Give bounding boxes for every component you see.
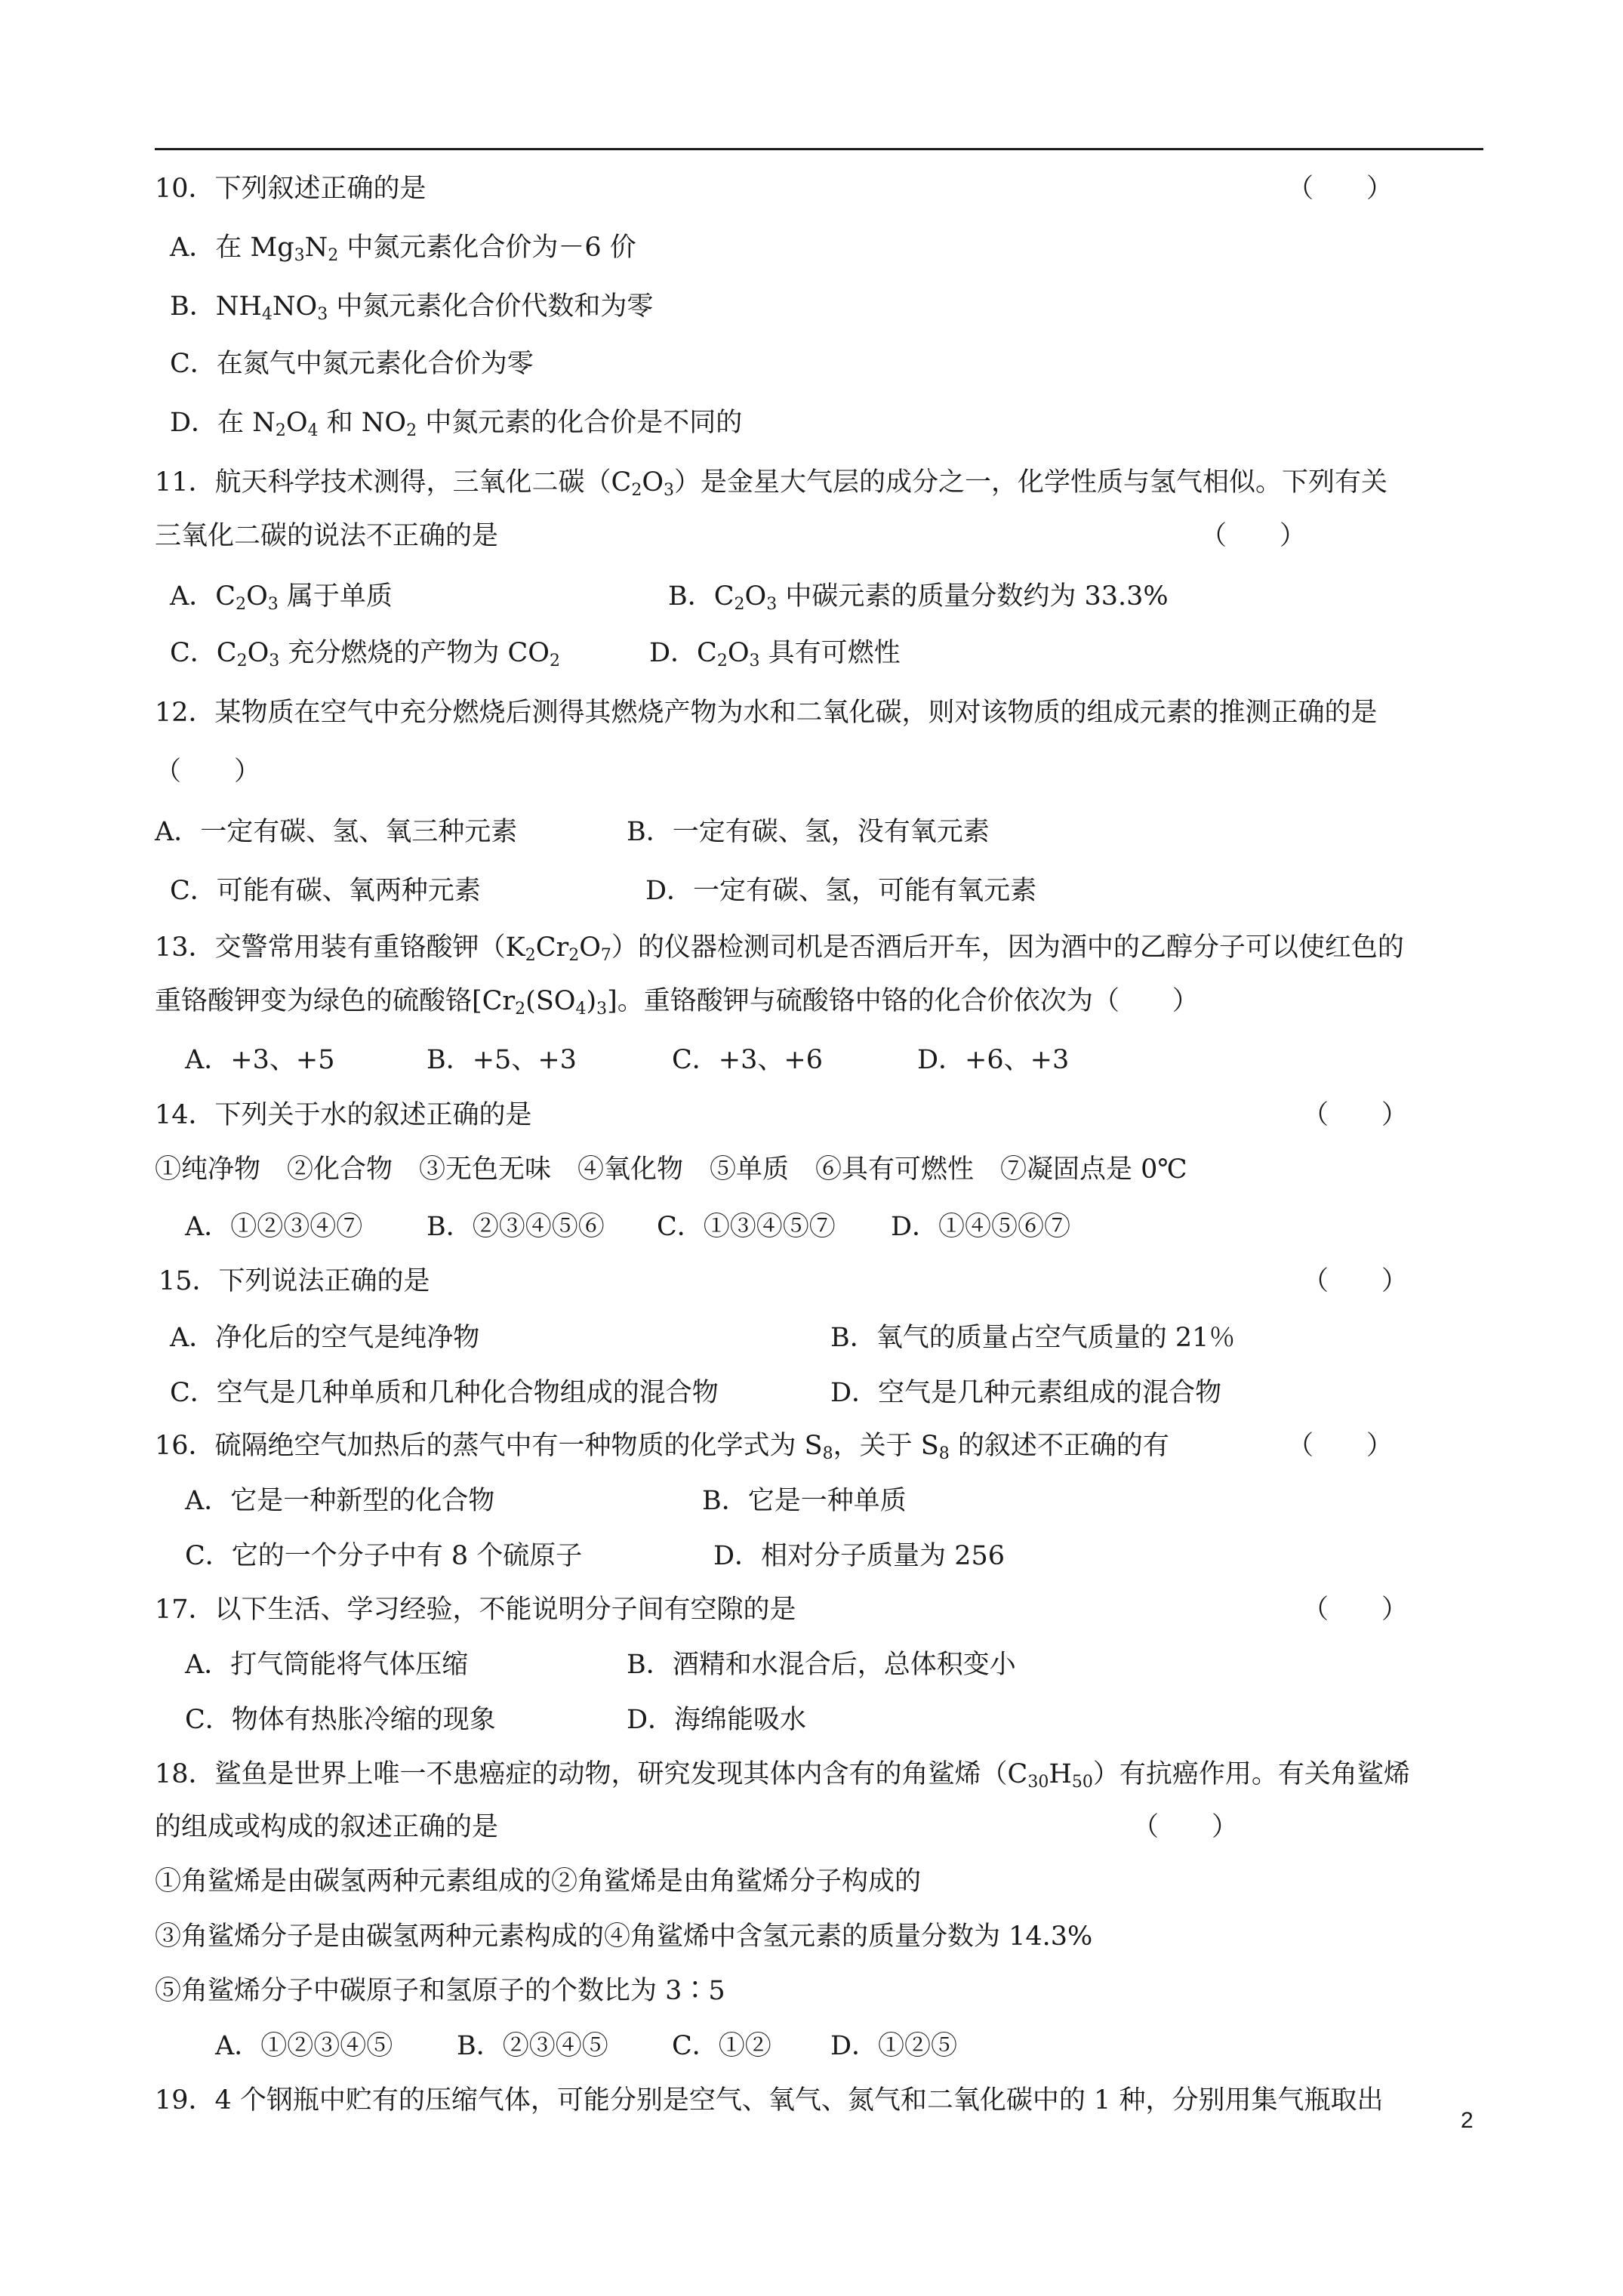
q14-option-b: B．②③④⑤⑥ [427,1212,605,1242]
q18-answer-paren: （ ） [1132,1812,1239,1842]
q13-option-c: C．+3、+6 [672,1045,823,1075]
q11-option-b: B．$C_2O_3$ 中碳元素的质量分数约为 33.3% [668,581,1169,614]
q17-option-d: D．海绵能吸水 [627,1705,807,1735]
q17-stem: 17．以下生活、学习经验，不能说明分子间有空隙的是 [155,1595,796,1625]
q11-stem-line1: 11．航天科学技术测得，三氧化二碳$(C_2O_3)$是金星大气层的成分之一，化学性质与氢气相似。下列有关 [155,467,1388,500]
q16-option-b: B．它是一种单质 [702,1486,907,1516]
q13-stem-line1: 13．交警常用装有重铬酸钾$(K_2Cr_2O_7)$的仪器检测司机是否酒后开车，因为酒中的乙醇分子可以使红色的 [155,932,1404,965]
header-rule [155,148,1483,150]
q11-option-a: A．$C_2O_3$ 属于单质 [170,581,393,614]
q14-option-a: A．①②③④⑦ [185,1212,363,1242]
q15-option-c: C．空气是几种单质和几种化合物组成的混合物 [170,1378,719,1408]
q13-option-d: D．+6、+3 [917,1045,1070,1075]
q16-option-a: A．它是一种新型的化合物 [185,1486,495,1516]
q17-option-c: C．物体有热胀冷缩的现象 [185,1705,496,1735]
q12-option-a: A．一定有碳、氢、氧三种元素 [155,817,518,847]
q13-option-b: B．+5、+3 [427,1045,577,1075]
q10-answer-paren: （ ） [1287,174,1394,204]
q14-option-c: C．①③④⑤⑦ [657,1212,836,1242]
q17-option-b: B．酒精和水混合后，总体积变小 [627,1650,1016,1680]
q15-stem: 15．下列说法正确的是 [159,1266,430,1296]
q12-stem-line1: 12．某物质在空气中充分燃烧后测得其燃烧产物为水和二氧化碳，则对该物质的组成元素的推测正确的是 [155,698,1378,728]
q18-stem-line1: 18．鲨鱼是世界上唯一不患癌症的动物，研究发现其体内含有的角鲨烯$(C_{30}H_{50})$有抗癌作用。有关角鲨烯 [155,1759,1410,1792]
q12-option-b: B．一定有碳、氢，没有氧元素 [627,817,990,847]
q18-option-a: A．①②③④⑤ [215,2031,393,2061]
q13-stem-line2: 重铬酸钾变为绿色的硫酸铬$[Cr_2(SO_4)_3]$。重铬酸钾与硫酸铬中铬的化合价依次为（ ） [155,986,1199,1019]
q17-option-a: A．打气筒能将气体压缩 [185,1650,469,1680]
q10-option-c: C．在氮气中氮元素化合价为零 [170,349,534,379]
q15-option-b: B．氧气的质量占空气质量的 21％ [830,1323,1236,1353]
q16-answer-paren: （ ） [1287,1431,1394,1461]
q19-stem-line1: 19．4 个钢瓶中贮有的压缩气体，可能分别是空气、氧气、氮气和二氧化碳中的 1 种，分别用集气瓶取出 [155,2085,1384,2116]
q16-option-c: C．它的一个分子中有 8 个硫原子 [185,1541,583,1571]
q13-option-a: A．+3、+5 [185,1045,335,1075]
q12-option-d: D．一定有碳、氢，可能有氧元素 [645,876,1037,906]
q10-option-a: A．在 $Mg_3N_2$ 中氮元素化合价为－6 价 [170,233,636,265]
q11-stem-line2: 三氧化二碳的说法不正确的是 [155,521,499,551]
q11-answer-paren: （ ） [1200,521,1307,551]
q18-statement-2: ③角鲨烯分子是由碳氢两种元素构成的④角鲨烯中含氢元素的质量分数为 14.3% [155,1922,1093,1952]
q18-option-b: B．②③④⑤ [457,2031,608,2061]
q18-option-c: C．①② [672,2031,771,2061]
q12-answer-paren: （ ） [155,757,261,787]
q15-answer-paren: （ ） [1302,1266,1409,1296]
page-number: 2 [1461,2108,1474,2133]
q14-stem: 14．下列关于水的叙述正确的是 [155,1100,532,1130]
q18-stem-line2: 的组成或构成的叙述正确的是 [155,1812,499,1842]
q18-option-d: D．①②⑤ [830,2031,958,2061]
q12-option-c: C．可能有碳、氧两种元素 [170,876,481,906]
q14-answer-paren: （ ） [1302,1100,1409,1130]
q14-statements: ①纯净物 ②化合物 ③无色无味 ④氧化物 ⑤单质 ⑥具有可燃性 ⑦凝固点是 0℃ [155,1154,1187,1185]
q18-statement-3: ⑤角鲨烯分子中碳原子和氢原子的个数比为 3∶5 [155,1976,725,2006]
q15-option-a: A．净化后的空气是纯净物 [170,1323,480,1353]
q10-option-b: B．$NH_4NO_3$ 中氮元素化合价代数和为零 [170,291,654,324]
q11-option-c: C．$C_2O_3$ 充分燃烧的产物为 $CO_2$ [170,638,560,670]
q14-option-d: D．①④⑤⑥⑦ [891,1212,1071,1242]
q18-statement-1: ①角鲨烯是由碳氢两种元素组成的②角鲨烯是由角鲨烯分子构成的 [155,1866,922,1897]
q10-stem: 10．下列叙述正确的是 [155,174,427,204]
q17-answer-paren: （ ） [1302,1595,1409,1625]
q11-option-d: D．$C_2O_3$ 具有可燃性 [649,638,901,670]
q15-option-d: D．空气是几种元素组成的混合物 [830,1378,1222,1408]
q16-stem: 16．硫隔绝空气加热后的蒸气中有一种物质的化学式为 $S_8$，关于 $S_8$ 的叙述不正确的有 [155,1431,1169,1463]
q16-option-d: D．相对分子质量为 256 [713,1541,1005,1571]
q10-option-d: D．在 $N_2O_4$ 和 $NO_2$ 中氮元素的化合价是不同的 [170,408,743,440]
